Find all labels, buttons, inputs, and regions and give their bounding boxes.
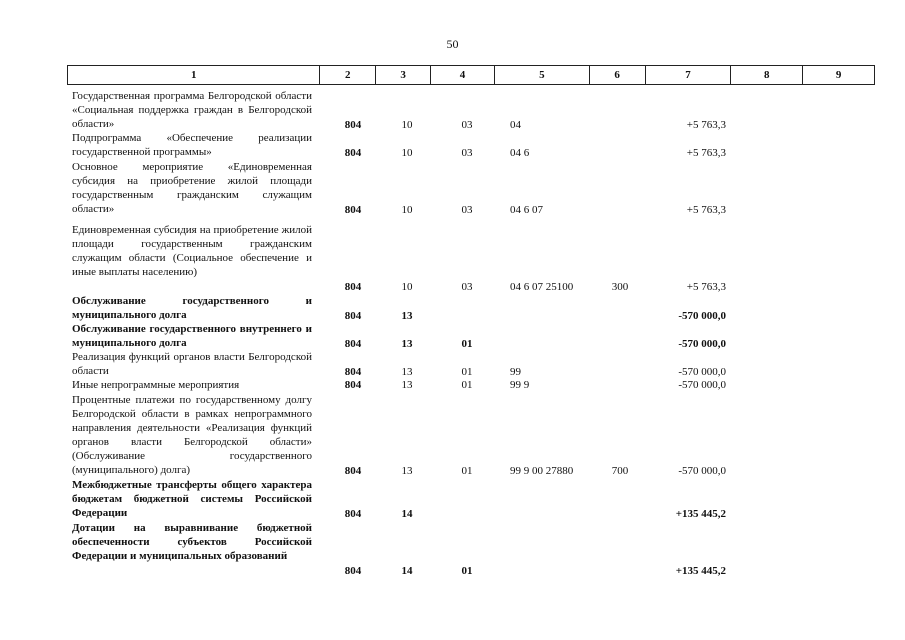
row-description: Обслуживание государственного и муниципального долга <box>72 295 312 321</box>
row-c7: -570 000,0 <box>678 465 726 477</box>
header-col-4: 4 <box>431 66 495 84</box>
row-c7: +135 445,2 <box>675 565 726 577</box>
row-c4: 01 <box>461 565 473 577</box>
row-c3: 10 <box>401 204 413 216</box>
row-c7: -570 000,0 <box>678 379 726 391</box>
row-c3: 13 <box>401 379 413 391</box>
row-c2: 804 <box>344 338 362 350</box>
row-c3: 10 <box>401 281 413 293</box>
row-c3: 13 <box>401 338 413 350</box>
row-c2: 804 <box>344 508 362 520</box>
row-c4: 01 <box>461 366 473 378</box>
row-c5: 04 6 07 <box>510 204 543 216</box>
row-c7: -570 000,0 <box>678 338 726 350</box>
row-c5: 99 9 <box>510 379 530 391</box>
row-description: Межбюджетные трансферты общего характера бюджетам бюджетной системы Российской Федерации <box>72 479 312 519</box>
header-col-5: 5 <box>495 66 590 84</box>
row-c7: +5 763,3 <box>686 281 726 293</box>
row-c7: +135 445,2 <box>675 508 726 520</box>
row-c3: 10 <box>401 119 413 131</box>
row-c4: 01 <box>461 338 473 350</box>
header-col-8: 8 <box>731 66 803 84</box>
row-description: Единовременная субсидия на приобретение жилой площади государственным гражданским служащим области (Социальное обеспечение и иные выплаты населению) <box>72 224 312 278</box>
row-c7: +5 763,3 <box>686 147 726 159</box>
row-c4: 03 <box>461 119 473 131</box>
row-c2: 804 <box>344 565 362 577</box>
row-c7: -570 000,0 <box>678 366 726 378</box>
row-c3: 14 <box>401 565 413 577</box>
row-c5: 04 6 <box>510 147 530 159</box>
row-c5: 04 <box>510 119 521 131</box>
row-c2: 804 <box>344 119 362 131</box>
row-c3: 14 <box>401 508 413 520</box>
row-c2: 804 <box>344 281 362 293</box>
row-c4: 03 <box>461 204 473 216</box>
header-col-3: 3 <box>376 66 431 84</box>
row-c6: 700 <box>611 465 629 477</box>
row-c2: 804 <box>344 379 362 391</box>
header-col-6: 6 <box>590 66 646 84</box>
row-c4: 01 <box>461 465 473 477</box>
header-col-1: 1 <box>68 66 320 84</box>
row-c5: 04 6 07 25100 <box>510 281 574 293</box>
row-description: Основное мероприятие «Единовременная субсидия на приобретение жилой площади государственным гражданским служащим области» <box>72 161 312 215</box>
row-description: Дотации на выравнивание бюджетной обеспеченности субъектов Российской Федерации и муниципальных образований <box>72 522 312 562</box>
row-c7: -570 000,0 <box>678 310 726 322</box>
row-c4: 01 <box>461 379 473 391</box>
row-description: Процентные платежи по государственному долгу Белгородской области в рамках непрограммного направления деятельности «Реализация функций органов власти Белгородской области» (Обслуживание государственного (муниципального) долга) <box>72 394 312 476</box>
row-c3: 13 <box>401 366 413 378</box>
row-c7: +5 763,3 <box>686 119 726 131</box>
row-c2: 804 <box>344 366 362 378</box>
header-col-9: 9 <box>835 69 842 81</box>
row-description: Обслуживание государственного внутреннего и муниципального долга <box>72 323 312 349</box>
row-c5: 99 9 00 27880 <box>510 465 574 477</box>
row-description: Реализация функций органов власти Белгородской области <box>72 351 312 377</box>
row-c4: 03 <box>461 147 473 159</box>
header-col-7: 7 <box>646 66 732 84</box>
row-c4: 03 <box>461 281 473 293</box>
row-c3: 10 <box>401 147 413 159</box>
row-c7: +5 763,3 <box>686 204 726 216</box>
row-c2: 804 <box>344 204 362 216</box>
page-number: 50 <box>446 37 459 51</box>
row-c2: 804 <box>344 465 362 477</box>
row-c3: 13 <box>401 465 413 477</box>
header-col-2: 2 <box>320 66 376 84</box>
row-c3: 13 <box>401 310 413 322</box>
row-description: Государственная программа Белгородской области «Социальная поддержка граждан в Белгородской области» <box>72 90 312 130</box>
row-description: Иные непрограммные мероприятия <box>72 379 240 391</box>
row-description: Подпрограмма «Обеспечение реализации государственной программы» <box>72 132 312 158</box>
row-c2: 804 <box>344 147 362 159</box>
row-c2: 804 <box>344 310 362 322</box>
row-c5: 99 <box>510 366 521 378</box>
row-c6: 300 <box>611 281 629 293</box>
table-header <box>67 65 875 85</box>
